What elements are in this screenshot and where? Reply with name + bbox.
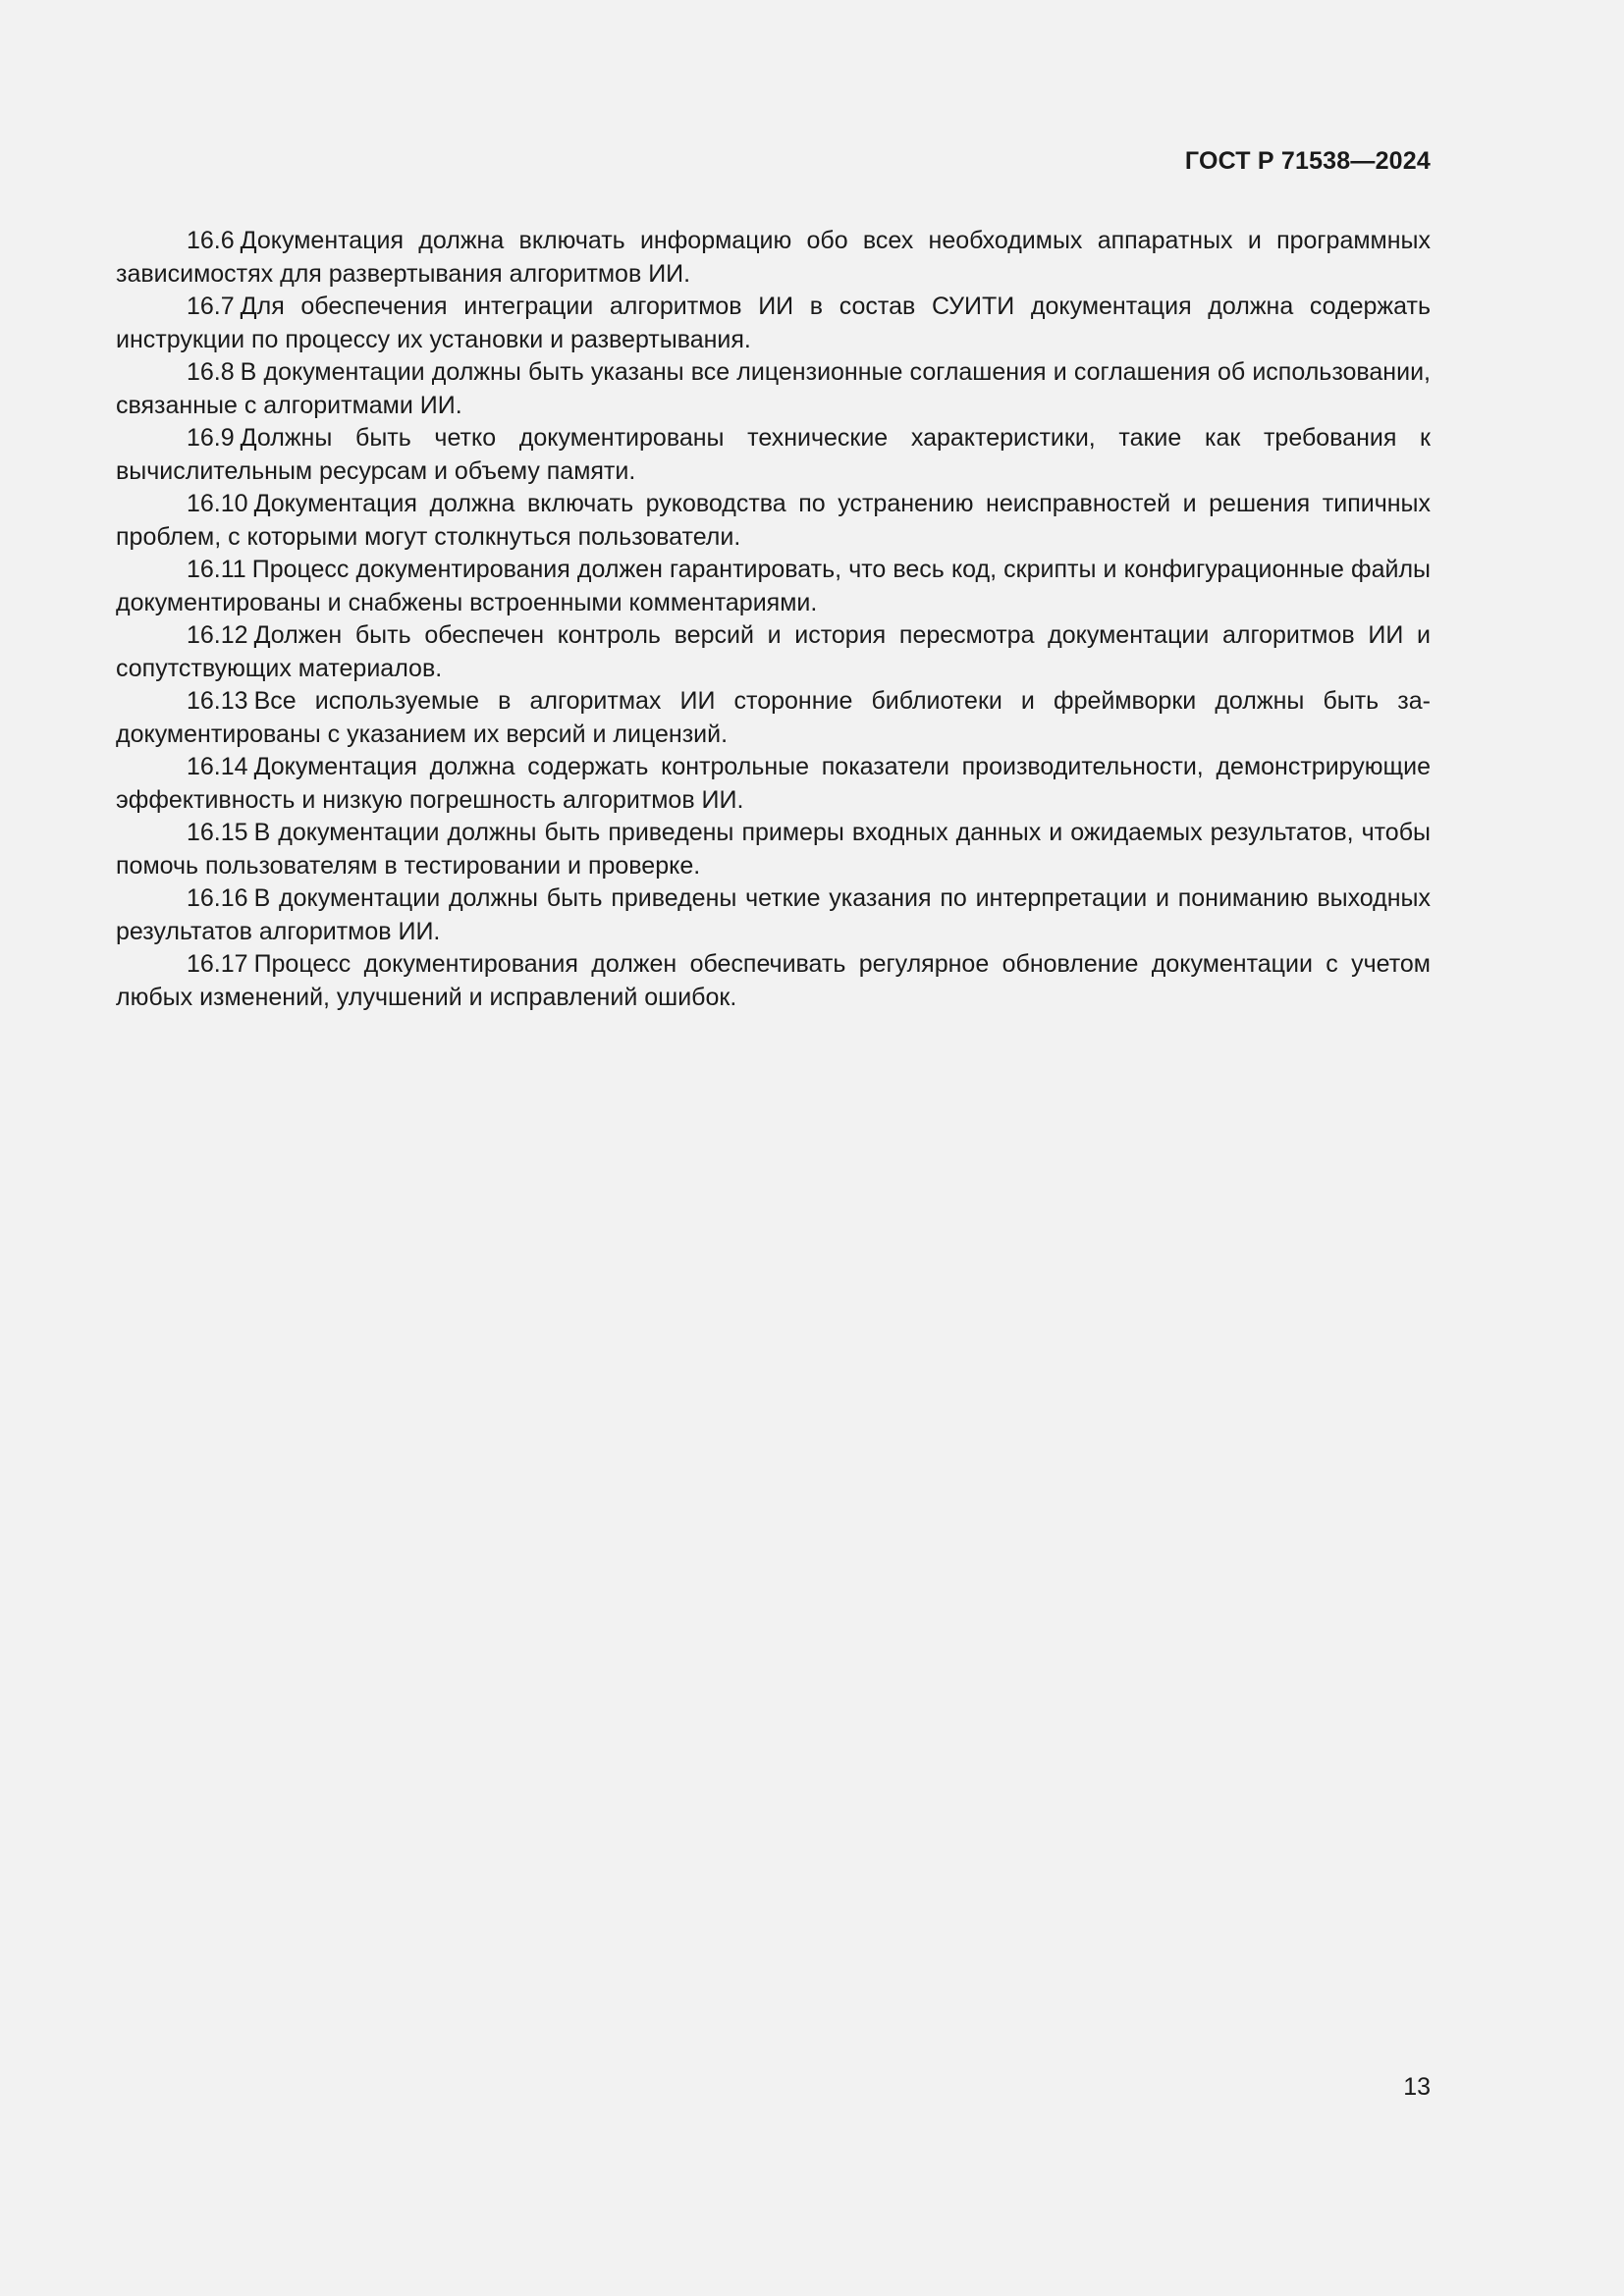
clause-16-16 xyxy=(116,882,1431,948)
page-number: 13 xyxy=(1403,2073,1431,2101)
clause-text: Документация должна включать руководства по устранению неисправностей и решения типичных проблем, с которыми могут столкнуться пользователи. xyxy=(116,490,1431,551)
clause-number: 16.11 xyxy=(187,556,246,583)
standard-id-header: ГОСТ Р 71538—2024 xyxy=(1184,147,1431,175)
clause-16-14 xyxy=(116,751,1431,817)
clause-text: Документация должна содержать контрольные показатели производительности, демонстрирующие эффективность и низкую погрешность алгоритмов ИИ. xyxy=(116,753,1431,814)
clause-number: 16.6 xyxy=(187,227,235,254)
clause-text: Процесс документирования должен гарантировать, что весь код, скрипты и конфигурационные файлы документированы и снабжены встроенными комментариями. xyxy=(116,556,1431,616)
clause-number: 16.9 xyxy=(187,424,235,452)
clause-text: Должен быть обеспечен контроль версий и история пересмотра документации алгоритмов ИИ и сопутствующих материалов. xyxy=(116,621,1431,682)
clause-number: 16.8 xyxy=(187,358,235,386)
clause-16-9 xyxy=(116,422,1431,488)
clause-number: 16.16 xyxy=(187,884,248,912)
clause-16-10 xyxy=(116,488,1431,554)
clause-text: Для обеспечения интеграции алгоритмов ИИ в состав СУИТИ документация должна содержать инструкции по процессу их установки и развертывания. xyxy=(116,293,1431,353)
clause-text: Документация должна включать информацию обо всех необходимых аппаратных и программных зависимостях для развертывания алгоритмов ИИ. xyxy=(116,227,1431,288)
clause-number: 16.17 xyxy=(187,950,248,978)
clause-number: 16.10 xyxy=(187,490,248,517)
clause-number: 16.12 xyxy=(187,621,248,649)
clause-16-13 xyxy=(116,685,1431,751)
clause-text: В документации должны быть приведены четкие указания по интерпретации и пониманию выходных результатов алгоритмов ИИ. xyxy=(116,884,1431,945)
clause-text: В документации должны быть приведены примеры входных данных и ожидаемых результатов, чтобы помочь пользователям в тестировании и проверке. xyxy=(116,819,1431,880)
clause-16-17 xyxy=(116,948,1431,1014)
clause-number: 16.7 xyxy=(187,293,235,320)
clauses-section xyxy=(116,225,1431,1014)
clause-text: В документации должны быть указаны все лицензионные соглашения и соглашения об использовании, связанные с алгоритмами ИИ. xyxy=(116,358,1431,419)
clause-text: Должны быть четко документированы технические характеристики, такие как требования к вычислительным ресурсам и объему памяти. xyxy=(116,424,1431,485)
clause-number: 16.13 xyxy=(187,687,248,715)
clause-text: Процесс документирования должен обеспечивать регулярное обновление документации с учетом любых изменений, улучшений и исправлений ошибок. xyxy=(116,950,1431,1011)
clause-16-6 xyxy=(116,225,1431,291)
clause-16-7 xyxy=(116,291,1431,356)
clause-16-11 xyxy=(116,554,1431,619)
clause-number: 16.15 xyxy=(187,819,248,846)
clause-16-12 xyxy=(116,619,1431,685)
clause-number: 16.14 xyxy=(187,753,248,780)
clause-text: Все используемые в алгоритмах ИИ сторонние библиотеки и фреймворки должны быть задокументированы с указанием их версий и лицензий. xyxy=(116,687,1431,748)
clause-16-8 xyxy=(116,356,1431,422)
clause-16-15 xyxy=(116,817,1431,882)
